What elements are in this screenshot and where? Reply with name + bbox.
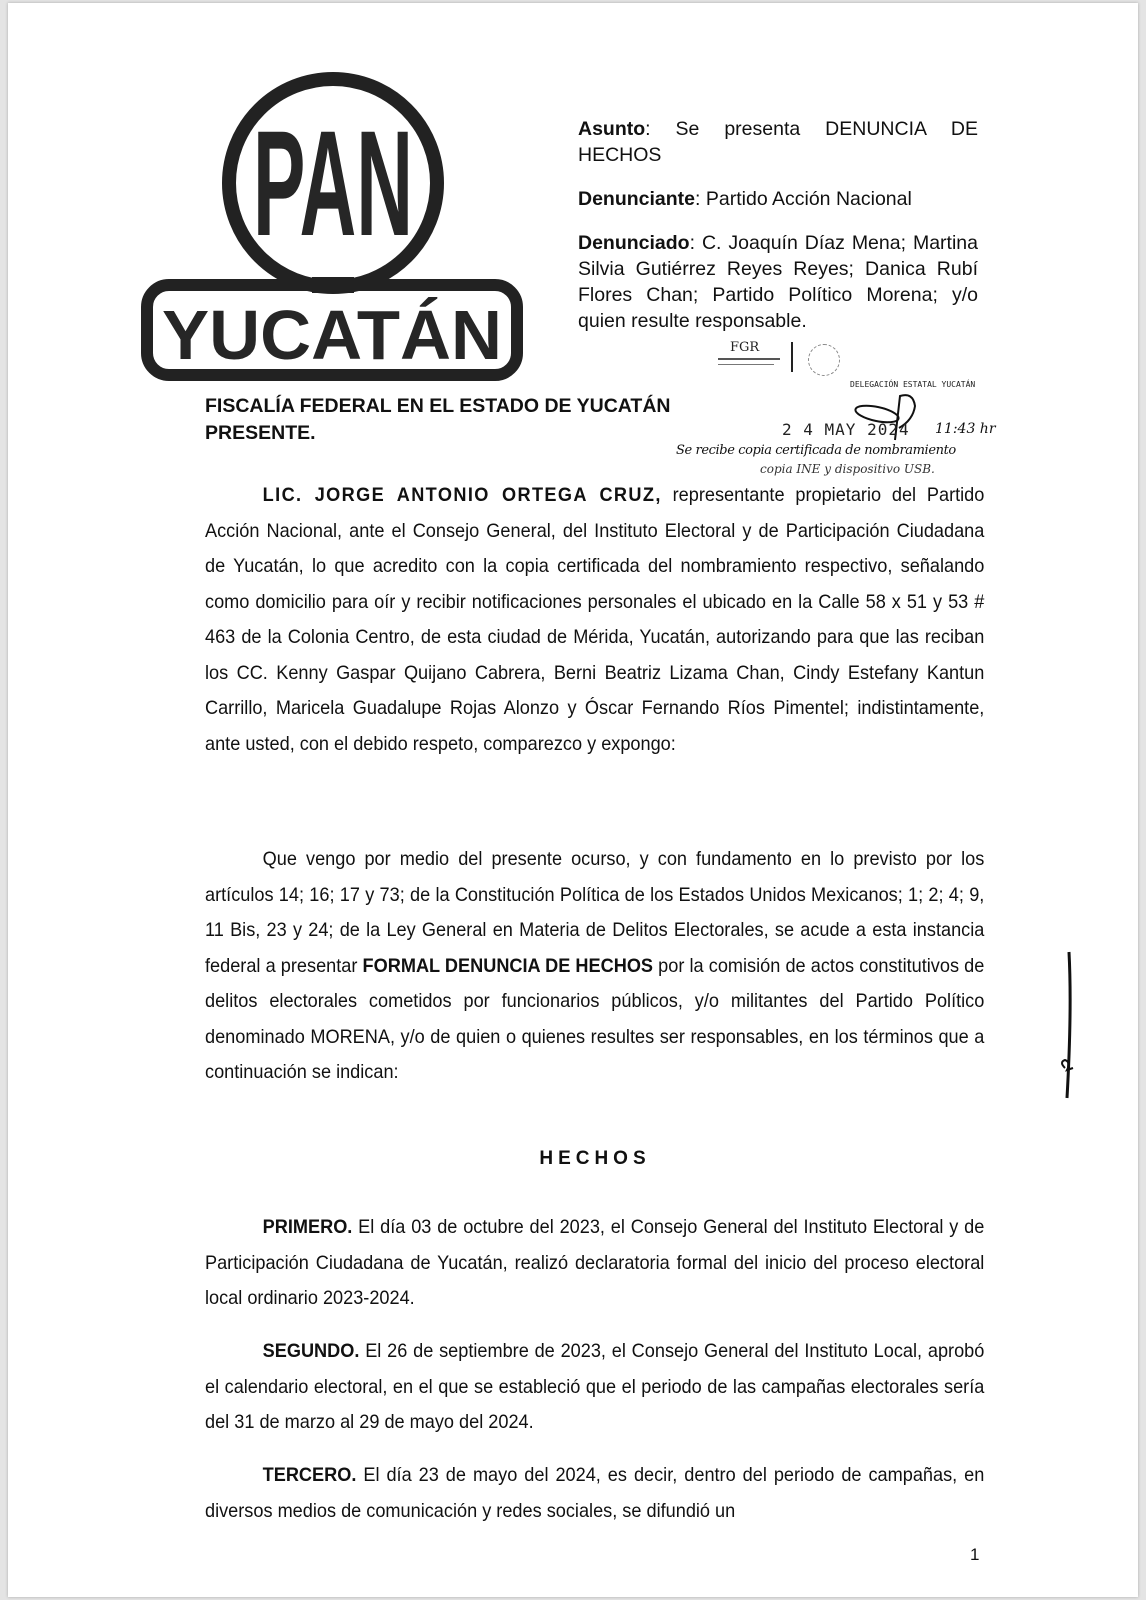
stamp-date: 2 4 MAY 2024: [782, 420, 910, 439]
denunciante: Denunciante: Partido Acción Nacional: [578, 188, 912, 210]
handwritten-note-line2: copia INE y dispositivo USB.: [760, 462, 935, 476]
logo-graphic: [140, 55, 525, 380]
logo-yucatan-text: YUCATÁN: [162, 296, 502, 374]
asunto-label: Asunto: [578, 118, 646, 140]
margin-signature-mark: [1055, 950, 1085, 1100]
pan-yucatan-logo: [140, 55, 525, 380]
fact-label: SEGUNDO.: [262, 1340, 360, 1362]
fact-text: El día 03 de octubre del 2023, el Consejo General del Instituto Electoral y de Participación Ciudadana de Yucatán, realizó declaratoria formal del inicio del proceso electoral local ordinario 2023-2024.: [205, 1216, 985, 1309]
logo-connector: [312, 277, 354, 293]
logo-pan-text: PAN: [253, 99, 413, 267]
stamp-divider: [791, 342, 793, 372]
fact-text: El día 23 de mayo del 2024, es decir, dentro del periodo de campañas, en diversos medios de comunicación y redes sociales, se difundió un: [205, 1464, 985, 1522]
petition-bold: FORMAL DENUNCIA DE HECHOS: [362, 954, 654, 977]
addressee: [205, 393, 671, 447]
fact-primero: [205, 1210, 984, 1317]
addressee-line2: PRESENTE.: [205, 422, 316, 444]
denunciado: Denunciado: C. Joaquín Díaz Mena; Martina Silvia Gutiérrez Reyes Reyes; Danica Rubí Flores Chan; Partido Político Morena; y/o quien resulte responsable.: [578, 232, 978, 332]
fact-segundo: [205, 1334, 984, 1441]
petition-text-before: Que vengo por medio del presente ocurso, y con fundamento en lo previsto por los artículos 14; 16; 17 y 73; de la Constitución Política de los Estados Unidos Mexicanos; 1; 2; 4; 9, 11 Bis, 23 y 24; de la Ley General en Materia de Delitos Electorales, se acude a esta instancia federal a presentar: [205, 848, 985, 977]
stamp-time: 11:43 hr: [935, 421, 996, 437]
asunto-value: Se presenta DENUNCIA DE HECHOS: [578, 118, 978, 166]
denunciante-value: Partido Acción Nacional: [705, 188, 912, 210]
stamp-agency: FGR: [730, 340, 760, 355]
stamp-seal-icon: [808, 344, 840, 376]
denunciado-value: C. Joaquín Díaz Mena; Martina Silvia Gutiérrez Reyes Reyes; Danica Rubí Flores Chan; Partido Político Morena; y/o quien resulte responsable.: [578, 232, 978, 332]
asunto: Asunto: Se presenta DENUNCIA DE HECHOS: [578, 118, 978, 166]
fact-label: TERCERO.: [262, 1464, 357, 1486]
section-heading: HECHOS: [539, 1148, 651, 1169]
addressee-line1: FISCALÍA FEDERAL EN EL ESTADO DE YUCATÁN: [205, 395, 671, 417]
fact-text: El 26 de septiembre de 2023, el Consejo General del Instituto Local, aprobó el calendario electoral, en el que se estableció que el periodo de las campañas electorales sería del 31 de marzo al 29 de mayo del 2024.: [205, 1340, 985, 1433]
page-number: 1: [970, 1545, 980, 1564]
fact-tercero: [205, 1458, 984, 1529]
intro-paragraph: [205, 478, 984, 762]
denunciado-label: Denunciado: [578, 232, 690, 254]
handwritten-note-line1: Se recibe copia certificada de nombramiento: [676, 443, 956, 458]
header-block: [578, 116, 978, 351]
stamp-line: [718, 364, 774, 365]
petition-paragraph: [205, 842, 984, 1091]
stamp-office: DELEGACIÓN ESTATAL YUCATÁN: [850, 380, 976, 389]
stamp-line: [718, 358, 780, 360]
fact-label: PRIMERO.: [262, 1216, 353, 1238]
denunciante-label: Denunciante: [578, 188, 696, 210]
intro-name: LIC. JORGE ANTONIO ORTEGA CRUZ,: [262, 484, 662, 506]
petition-text-after: por la comisión de actos constitutivos de delitos electorales cometidos por funcionarios públicos, y/o militantes del Partido Político denominado MORENA, y/o de quien o quienes resultes ser responsables, en los términos que a continuación se indican:: [205, 954, 985, 1083]
intro-text: representante propietario del Partido Acción Nacional, ante el Consejo General, del Instituto Electoral y de Participación Ciudadana de Yucatán, lo que acredito con la copia certificada del nombramiento respectivo, señalando como domicilio para oír y recibir notificaciones personales el ubicado en la Calle 58 x 51 y 53 # 463 de la Colonia Centro, de esta ciudad de Mérida, Yucatán, autorizando para que las reciban los CC. Kenny Gaspar Quijano Cabrera, Berni Beatriz Lizama Chan, Cindy Estefany Kantun Carrillo, Maricela Guadalupe Rojas Alonzo y Óscar Fernando Ríos Pimentel; indistintamente, ante usted, con el debido respeto, comparezco y expongo:: [205, 484, 985, 755]
